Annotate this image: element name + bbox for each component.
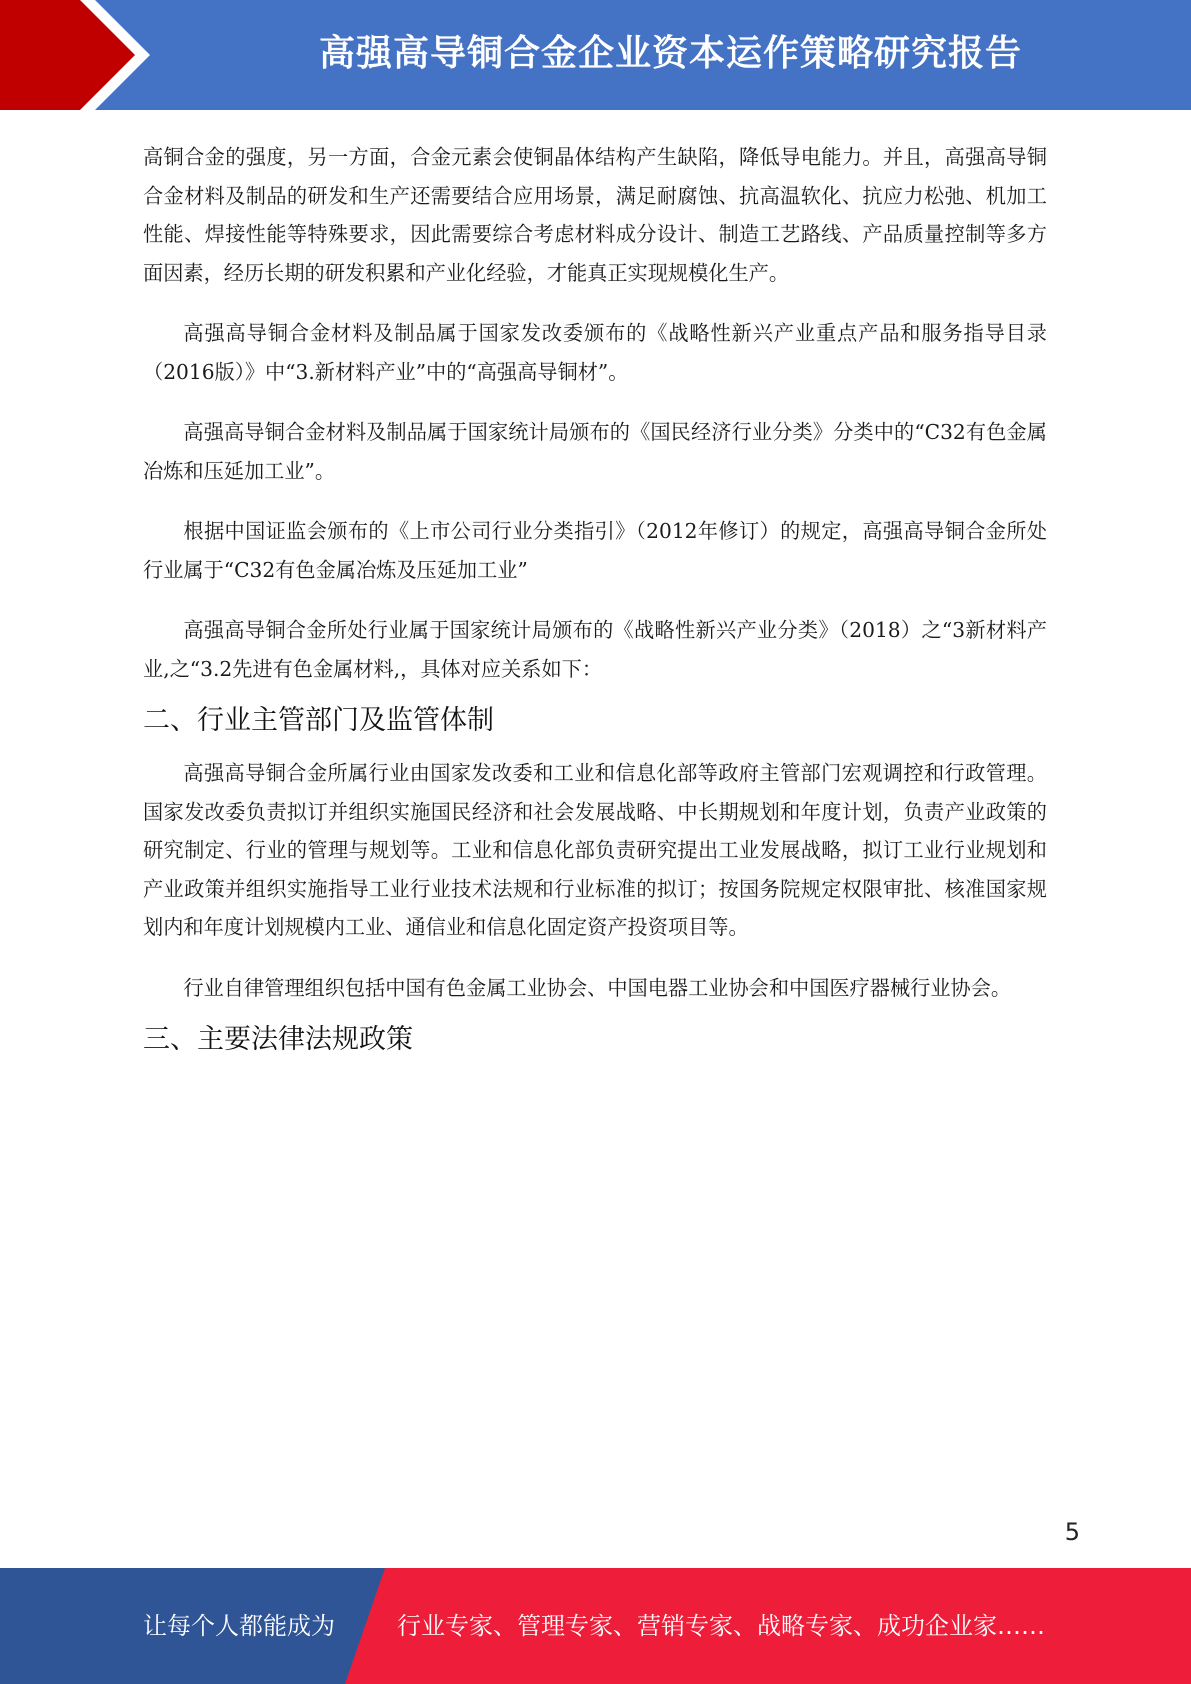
page-header	[0, 0, 1191, 110]
document-body	[143, 138, 1047, 1059]
red-chevron-decoration	[0, 0, 160, 110]
paragraph: 高铜合金的强度，另一方面，合金元素会使铜晶体结构产生缺陷，降低导电能力。并且，高强高导铜合金材料及制品的研发和生产还需要结合应用场景，满足耐腐蚀、抗高温软化、抗应力松弛、机加工性能、焊接性能等特殊要求，因此需要综合考虑材料成分设计、制造工艺路线、产品质量控制等多方面因素，经历长期的研发积累和产业化经验，才能真正实现规模化生产。	[143, 145, 1047, 285]
footer-slogan-right: 行业专家、管理专家、营销专家、战略专家、成功企业家……	[397, 1612, 1045, 1640]
paragraph: 根据中国证监会颁布的《上市公司行业分类指引》（2012年修订）的规定，高强高导铜合金所处行业属于“C32有色金属冶炼及压延加工业”	[143, 519, 1047, 582]
paragraph: 高强高导铜合金材料及制品属于国家发改委颁布的《战略性新兴产业重点产品和服务指导目录（2016版）》中“3.新材料产业”中的“高强高导铜材”。	[143, 321, 1047, 384]
footer-slogan-left: 让每个人都能成为	[143, 1612, 335, 1640]
paragraph: 行业自律管理组织包括中国有色金属工业协会、中国电器工业协会和中国医疗器械行业协会。	[183, 975, 1012, 1000]
section-heading: 二、行业主管部门及监管体制	[143, 705, 494, 736]
page-number: 5	[1064, 1518, 1080, 1546]
section-heading: 三、主要法律法规政策	[143, 1024, 413, 1055]
paragraph: 高强高导铜合金所处行业属于国家统计局颁布的《战略性新兴产业分类》（2018）之“3新材料产业,之“3.2先进有色金属材料,，具体对应关系如下：	[143, 618, 1047, 681]
report-title: 高强高导铜合金企业资本运作策略研究报告	[318, 33, 1022, 74]
page-footer	[0, 1568, 1191, 1684]
paragraph: 高强高导铜合金材料及制品属于国家统计局颁布的《国民经济行业分类》分类中的“C32有色金属冶炼和压延加工业”。	[143, 420, 1047, 483]
paragraph: 高强高导铜合金所属行业由国家发改委和工业和信息化部等政府主管部门宏观调控和行政管理。国家发改委负责拟订并组织实施国民经济和社会发展战略、中长期规划和年度计划，负责产业政策的研究制定、行业的管理与规划等。工业和信息化部负责研究提出工业发展战略，拟订工业行业规划和产业政策并组织实施指导工业行业技术法规和行业标准的拟订；按国务院规定权限审批、核准国家规划内和年度计划规模内工业、通信业和信息化固定资产投资项目等。	[143, 761, 1047, 939]
